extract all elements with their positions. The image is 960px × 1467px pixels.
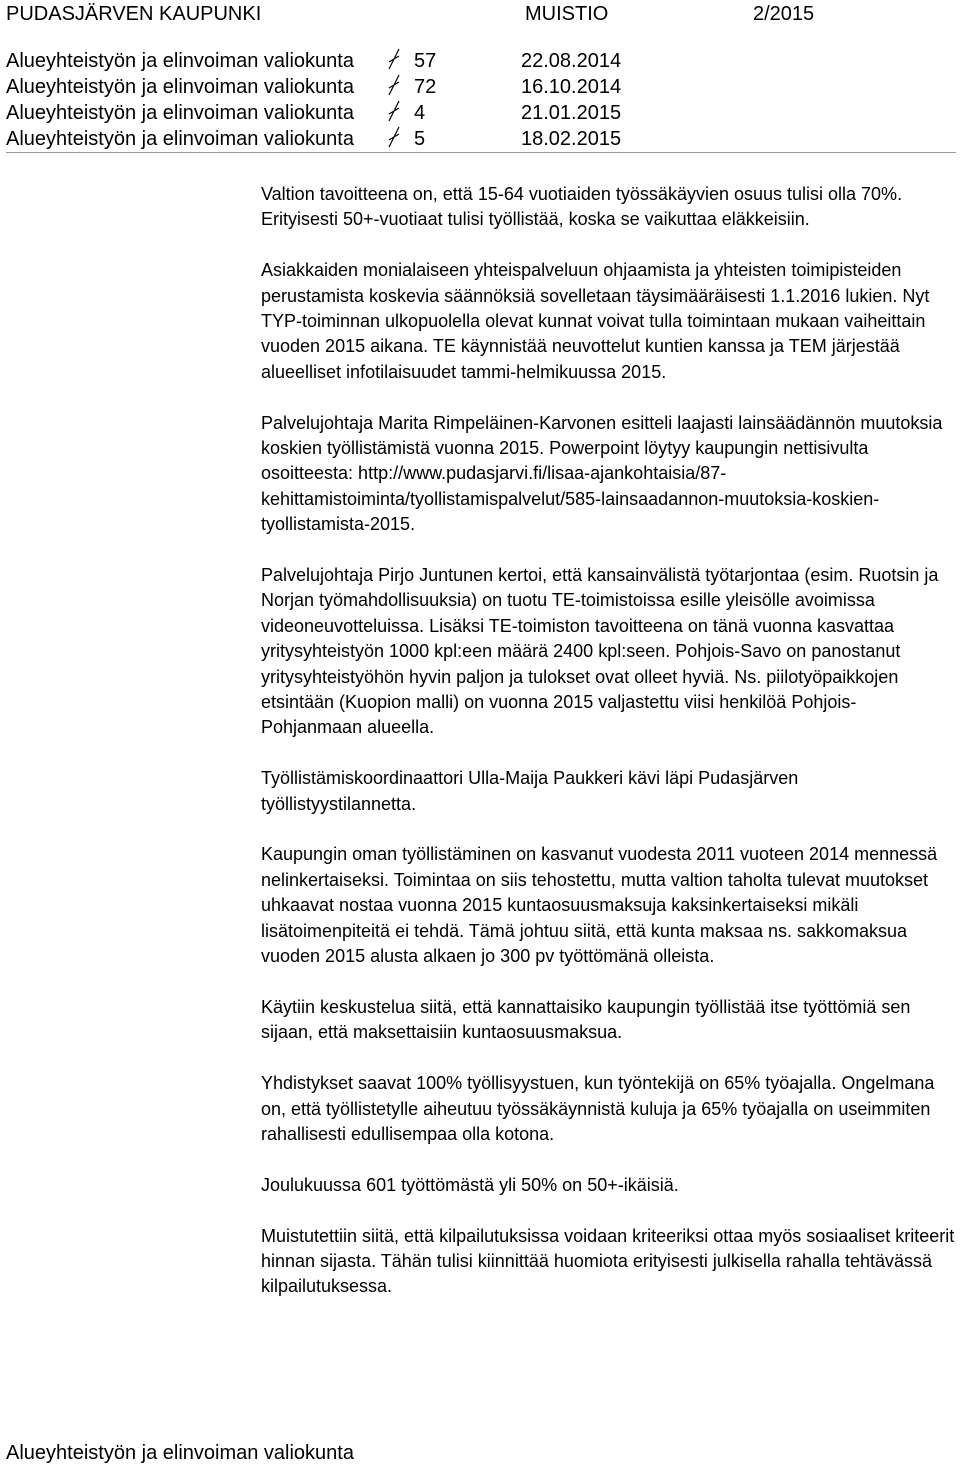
meeting-reference-row <box>6 74 706 100</box>
paragraph: Joulukuussa 601 työttömästä yli 50% on 50+-ikäisiä. <box>261 1174 679 1195</box>
paragraph: Asiakkaiden monialaiseen yhteispalveluun ohjaamista ja yhteisten toimipisteiden perustamista koskevia säännöksiä sovelletaan täysimääräisesti 1.1.2016 lukien. Nyt TYP-toiminnan ulkopuolella olevat kunnat voivat tulla toimintaan mukaan vaiheittain vuoden 2015 aikana. TE käynnistää neuvottelut kuntien kanssa ja TEM järjestää alueelliset infotilaisuudet tammi-helmikuussa 2015. <box>261 260 930 382</box>
meeting-reference-row <box>6 48 706 74</box>
meeting-date: 18.02.2015 <box>521 128 622 150</box>
header-divider <box>6 152 956 153</box>
paragraph: Muistutettiin siitä, että kilpailutuksissa voidaan kriteeriksi ottaa myös sosiaaliset kriteerit hinnan sijasta. Tähän tulisi kiinnittää huomiota erityisesti julkisella rahalla tehtävässä kilpailutuksessa. <box>261 1225 955 1297</box>
committee-name: Alueyhteistyön ja elinvoiman valiokunta <box>6 76 354 98</box>
section-ref <box>388 48 436 74</box>
paragraph: Työllistämiskoordinaattori Ulla-Maija Paukkeri kävi läpi Pudasjärven työllistyystilannetta. <box>261 768 799 814</box>
meeting-reference-row <box>6 100 706 126</box>
paragraph: Käytiin keskustelua siitä, että kannattaisiko kaupungin työllistää itse työttömiä sen sijaan, että maksettaisiin kuntaosuusmaksua. <box>261 996 911 1043</box>
meeting-date: 22.08.2014 <box>521 50 622 72</box>
committee-name: Alueyhteistyön ja elinvoiman valiokunta <box>6 102 354 124</box>
section-sign-icon <box>388 126 400 148</box>
committee-name: Alueyhteistyön ja elinvoiman valiokunta <box>6 50 354 72</box>
meeting-reference-row <box>6 126 706 152</box>
document-type: MUISTIO <box>525 3 609 25</box>
section-ref <box>388 100 425 126</box>
section-ref <box>388 126 425 152</box>
section-number: 72 <box>414 76 437 98</box>
page-number: 2/2015 <box>753 3 815 25</box>
paragraph: Palvelujohtaja Pirjo Juntunen kertoi, että kansainvälistä työtarjontaa (esim. Ruotsin ja Norjan työmahdollisuuksia) on tuotu TE-toimistoissa esille yleisölle avoimissa videoneuvotteluissa. Lisäksi TE-toimiston tavoitteena on tänä vuonna kasvattaa yritysyhteistyön 1000 kpl:een määrä 2400 kpl:seen. Pohjois-Savo on panostanut yritysyhteistyöhön hyvin paljon ja tulokset ovat olleet hyviä. Ns. piilotyöpaikkojen etsintään (Kuopion malli) on vuonna 2015 valjastettu viisi henkilöä Pohjois-Pohjanmaan alueella. <box>261 565 939 738</box>
meeting-date: 21.01.2015 <box>521 102 622 124</box>
section-sign-icon <box>388 48 400 70</box>
minutes-body <box>261 182 955 1325</box>
meeting-date: 16.10.2014 <box>521 76 622 98</box>
section-sign-icon <box>388 74 400 96</box>
paragraph: Valtion tavoitteena on, että 15-64 vuotiaiden työssäkäyvien osuus tulisi olla 70%. Erityisesti 50+-vuotiaat tulisi työllistää, koska se vaikuttaa eläkkeisiin. <box>261 184 903 230</box>
section-number: 4 <box>414 102 426 124</box>
section-ref <box>388 74 436 100</box>
paragraph: Kaupungin oman työllistäminen on kasvanut vuodesta 2011 vuoteen 2014 mennessä nelinkertaiseksi. Toimintaa on siis tehostettu, mutta valtion taholta tulevat muutokset uhkaavat nostaa vuonna 2015 kuntaosuusmaksuja kaksinkertaiseksi mikäli lisätoimenpiteitä ei tehdä. Tämä johtuu siitä, että kunta maksaa ns. sakkomaksua vuoden 2015 alusta alkaen jo 300 pv työttömänä olleista. <box>261 844 938 967</box>
footer-committee: Alueyhteistyön ja elinvoiman valiokunta <box>6 1442 354 1464</box>
section-number: 57 <box>414 50 437 72</box>
organization-name: PUDASJÄRVEN KAUPUNKI <box>6 3 262 25</box>
committee-name: Alueyhteistyön ja elinvoiman valiokunta <box>6 128 354 150</box>
section-sign-icon <box>388 100 400 122</box>
paragraph: Palvelujohtaja Marita Rimpeläinen-Karvonen esitteli laajasti lainsäädännön muutoksia koskien työllistämistä vuonna 2015. Powerpoint löytyy kaupungin nettisivulta osoitteesta: http://www.pudasjarvi.fi/lisaa-ajankohtaisia/87-kehittamistoiminta/tyollistamispalvelut/585-lainsaadannon-muutoksia-koskien-tyollistamista-2015. <box>261 412 943 535</box>
paragraph: Yhdistykset saavat 100% työllisyystuen, kun työntekijä on 65% työajalla. Ongelmana on, että työllistetylle aiheutuu työssäkäynnistä kuluja ja 65% työajalla on useimmiten rahallisesti edullisempaa olla kotona. <box>261 1073 935 1144</box>
section-number: 5 <box>414 128 426 150</box>
